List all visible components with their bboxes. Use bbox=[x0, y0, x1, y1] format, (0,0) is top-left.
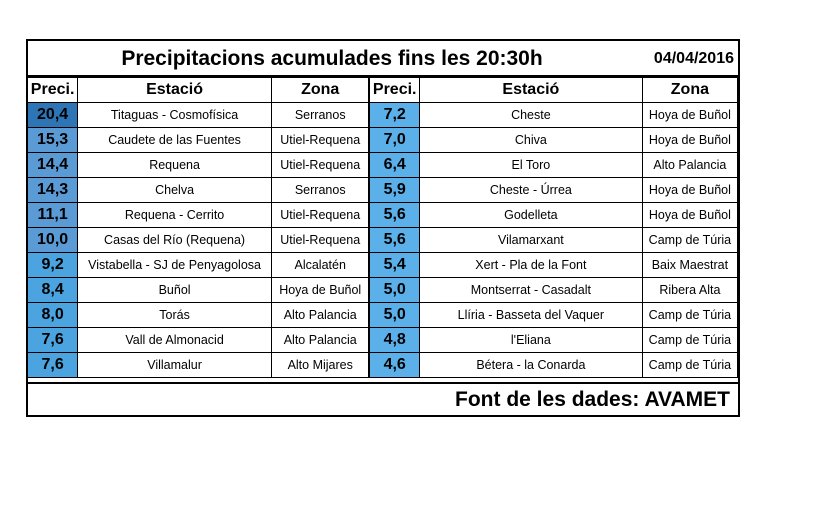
right-precipitation-value: 7,0 bbox=[369, 128, 419, 153]
table-row bbox=[28, 128, 738, 153]
table-row bbox=[28, 178, 738, 203]
right-zone-name: Hoya de Buñol bbox=[642, 203, 737, 228]
right-station-name: El Toro bbox=[419, 153, 642, 178]
left-zone-name: Utiel-Requena bbox=[271, 228, 369, 253]
left-precipitation-value: 8,0 bbox=[28, 303, 78, 328]
right-zone-name: Camp de Túria bbox=[642, 303, 737, 328]
right-zone-name: Camp de Túria bbox=[642, 353, 737, 378]
left-station-name: Vistabella - SJ de Penyagolosa bbox=[78, 253, 272, 278]
left-precipitation-value: 8,4 bbox=[28, 278, 78, 303]
left-station-name: Villamalur bbox=[78, 353, 272, 378]
right-zone-name: Ribera Alta bbox=[642, 278, 737, 303]
left-station-name: Chelva bbox=[78, 178, 272, 203]
left-station-name: Vall de Almonacid bbox=[78, 328, 272, 353]
left-zone-name: Serranos bbox=[271, 178, 369, 203]
table-row bbox=[28, 278, 738, 303]
left-zone-name: Alcalatén bbox=[271, 253, 369, 278]
left-station-name: Torás bbox=[78, 303, 272, 328]
table-row bbox=[28, 303, 738, 328]
left-zone-name: Hoya de Buñol bbox=[271, 278, 369, 303]
table-row bbox=[28, 103, 738, 128]
left-zone-name: Alto Mijares bbox=[271, 353, 369, 378]
right-station-name: Bétera - la Conarda bbox=[419, 353, 642, 378]
table-row bbox=[28, 153, 738, 178]
left-precipitation-value: 14,3 bbox=[28, 178, 78, 203]
left-precipitation-value: 15,3 bbox=[28, 128, 78, 153]
left-zone-name: Alto Palancia bbox=[271, 303, 369, 328]
table-body bbox=[28, 103, 738, 378]
left-precipitation-value: 10,0 bbox=[28, 228, 78, 253]
right-precipitation-value: 5,6 bbox=[369, 228, 419, 253]
header-zona-right: Zona bbox=[642, 78, 737, 103]
right-zone-name: Camp de Túria bbox=[642, 228, 737, 253]
left-station-name: Caudete de las Fuentes bbox=[78, 128, 272, 153]
left-station-name: Requena - Cerrito bbox=[78, 203, 272, 228]
right-station-name: Vilamarxant bbox=[419, 228, 642, 253]
table-row bbox=[28, 253, 738, 278]
left-precipitation-value: 14,4 bbox=[28, 153, 78, 178]
left-zone-name: Utiel-Requena bbox=[271, 153, 369, 178]
left-precipitation-value: 20,4 bbox=[28, 103, 78, 128]
right-zone-name: Hoya de Buñol bbox=[642, 128, 737, 153]
right-station-name: Montserrat - Casadalt bbox=[419, 278, 642, 303]
right-zone-name: Hoya de Buñol bbox=[642, 103, 737, 128]
left-station-name: Buñol bbox=[78, 278, 272, 303]
left-zone-name: Utiel-Requena bbox=[271, 203, 369, 228]
left-zone-name: Alto Palancia bbox=[271, 328, 369, 353]
left-precipitation-value: 9,2 bbox=[28, 253, 78, 278]
right-precipitation-value: 5,4 bbox=[369, 253, 419, 278]
right-zone-name: Baix Maestrat bbox=[642, 253, 737, 278]
footer-row bbox=[28, 382, 738, 415]
left-zone-name: Utiel-Requena bbox=[271, 128, 369, 153]
header-preci-right: Preci. bbox=[369, 78, 419, 103]
right-station-name: Cheste bbox=[419, 103, 642, 128]
right-precipitation-value: 5,0 bbox=[369, 278, 419, 303]
header-zona-left: Zona bbox=[271, 78, 369, 103]
left-precipitation-value: 7,6 bbox=[28, 328, 78, 353]
right-station-name: l'Eliana bbox=[419, 328, 642, 353]
report-date: 04/04/2016 bbox=[653, 50, 734, 67]
left-precipitation-value: 11,1 bbox=[28, 203, 78, 228]
table-row bbox=[28, 353, 738, 378]
table-row bbox=[28, 328, 738, 353]
right-precipitation-value: 7,2 bbox=[369, 103, 419, 128]
header-row bbox=[28, 78, 738, 103]
right-zone-name: Alto Palancia bbox=[642, 153, 737, 178]
right-station-name: Godelleta bbox=[419, 203, 642, 228]
right-station-name: Xert - Pla de la Font bbox=[419, 253, 642, 278]
right-zone-name: Camp de Túria bbox=[642, 328, 737, 353]
left-station-name: Titaguas - Cosmofísica bbox=[78, 103, 272, 128]
right-precipitation-value: 5,9 bbox=[369, 178, 419, 203]
right-precipitation-value: 5,0 bbox=[369, 303, 419, 328]
right-precipitation-value: 6,4 bbox=[369, 153, 419, 178]
precipitation-table bbox=[28, 77, 738, 378]
right-station-name: Cheste - Úrrea bbox=[419, 178, 642, 203]
data-source: Font de les dades: AVAMET bbox=[455, 388, 730, 411]
header-estacio-right: Estació bbox=[419, 78, 642, 103]
left-zone-name: Serranos bbox=[271, 103, 369, 128]
left-station-name: Requena bbox=[78, 153, 272, 178]
precipitation-sheet bbox=[26, 39, 740, 417]
sheet-title: Precipitacions acumulades fins les 20:30h bbox=[121, 47, 543, 70]
table-row bbox=[28, 203, 738, 228]
right-station-name: Llíria - Basseta del Vaquer bbox=[419, 303, 642, 328]
title-row bbox=[28, 41, 738, 77]
right-precipitation-value: 4,6 bbox=[369, 353, 419, 378]
right-station-name: Chiva bbox=[419, 128, 642, 153]
header-preci-left: Preci. bbox=[28, 78, 78, 103]
table-row bbox=[28, 228, 738, 253]
right-zone-name: Hoya de Buñol bbox=[642, 178, 737, 203]
left-station-name: Casas del Río (Requena) bbox=[78, 228, 272, 253]
left-precipitation-value: 7,6 bbox=[28, 353, 78, 378]
right-precipitation-value: 5,6 bbox=[369, 203, 419, 228]
right-precipitation-value: 4,8 bbox=[369, 328, 419, 353]
header-estacio-left: Estació bbox=[78, 78, 272, 103]
